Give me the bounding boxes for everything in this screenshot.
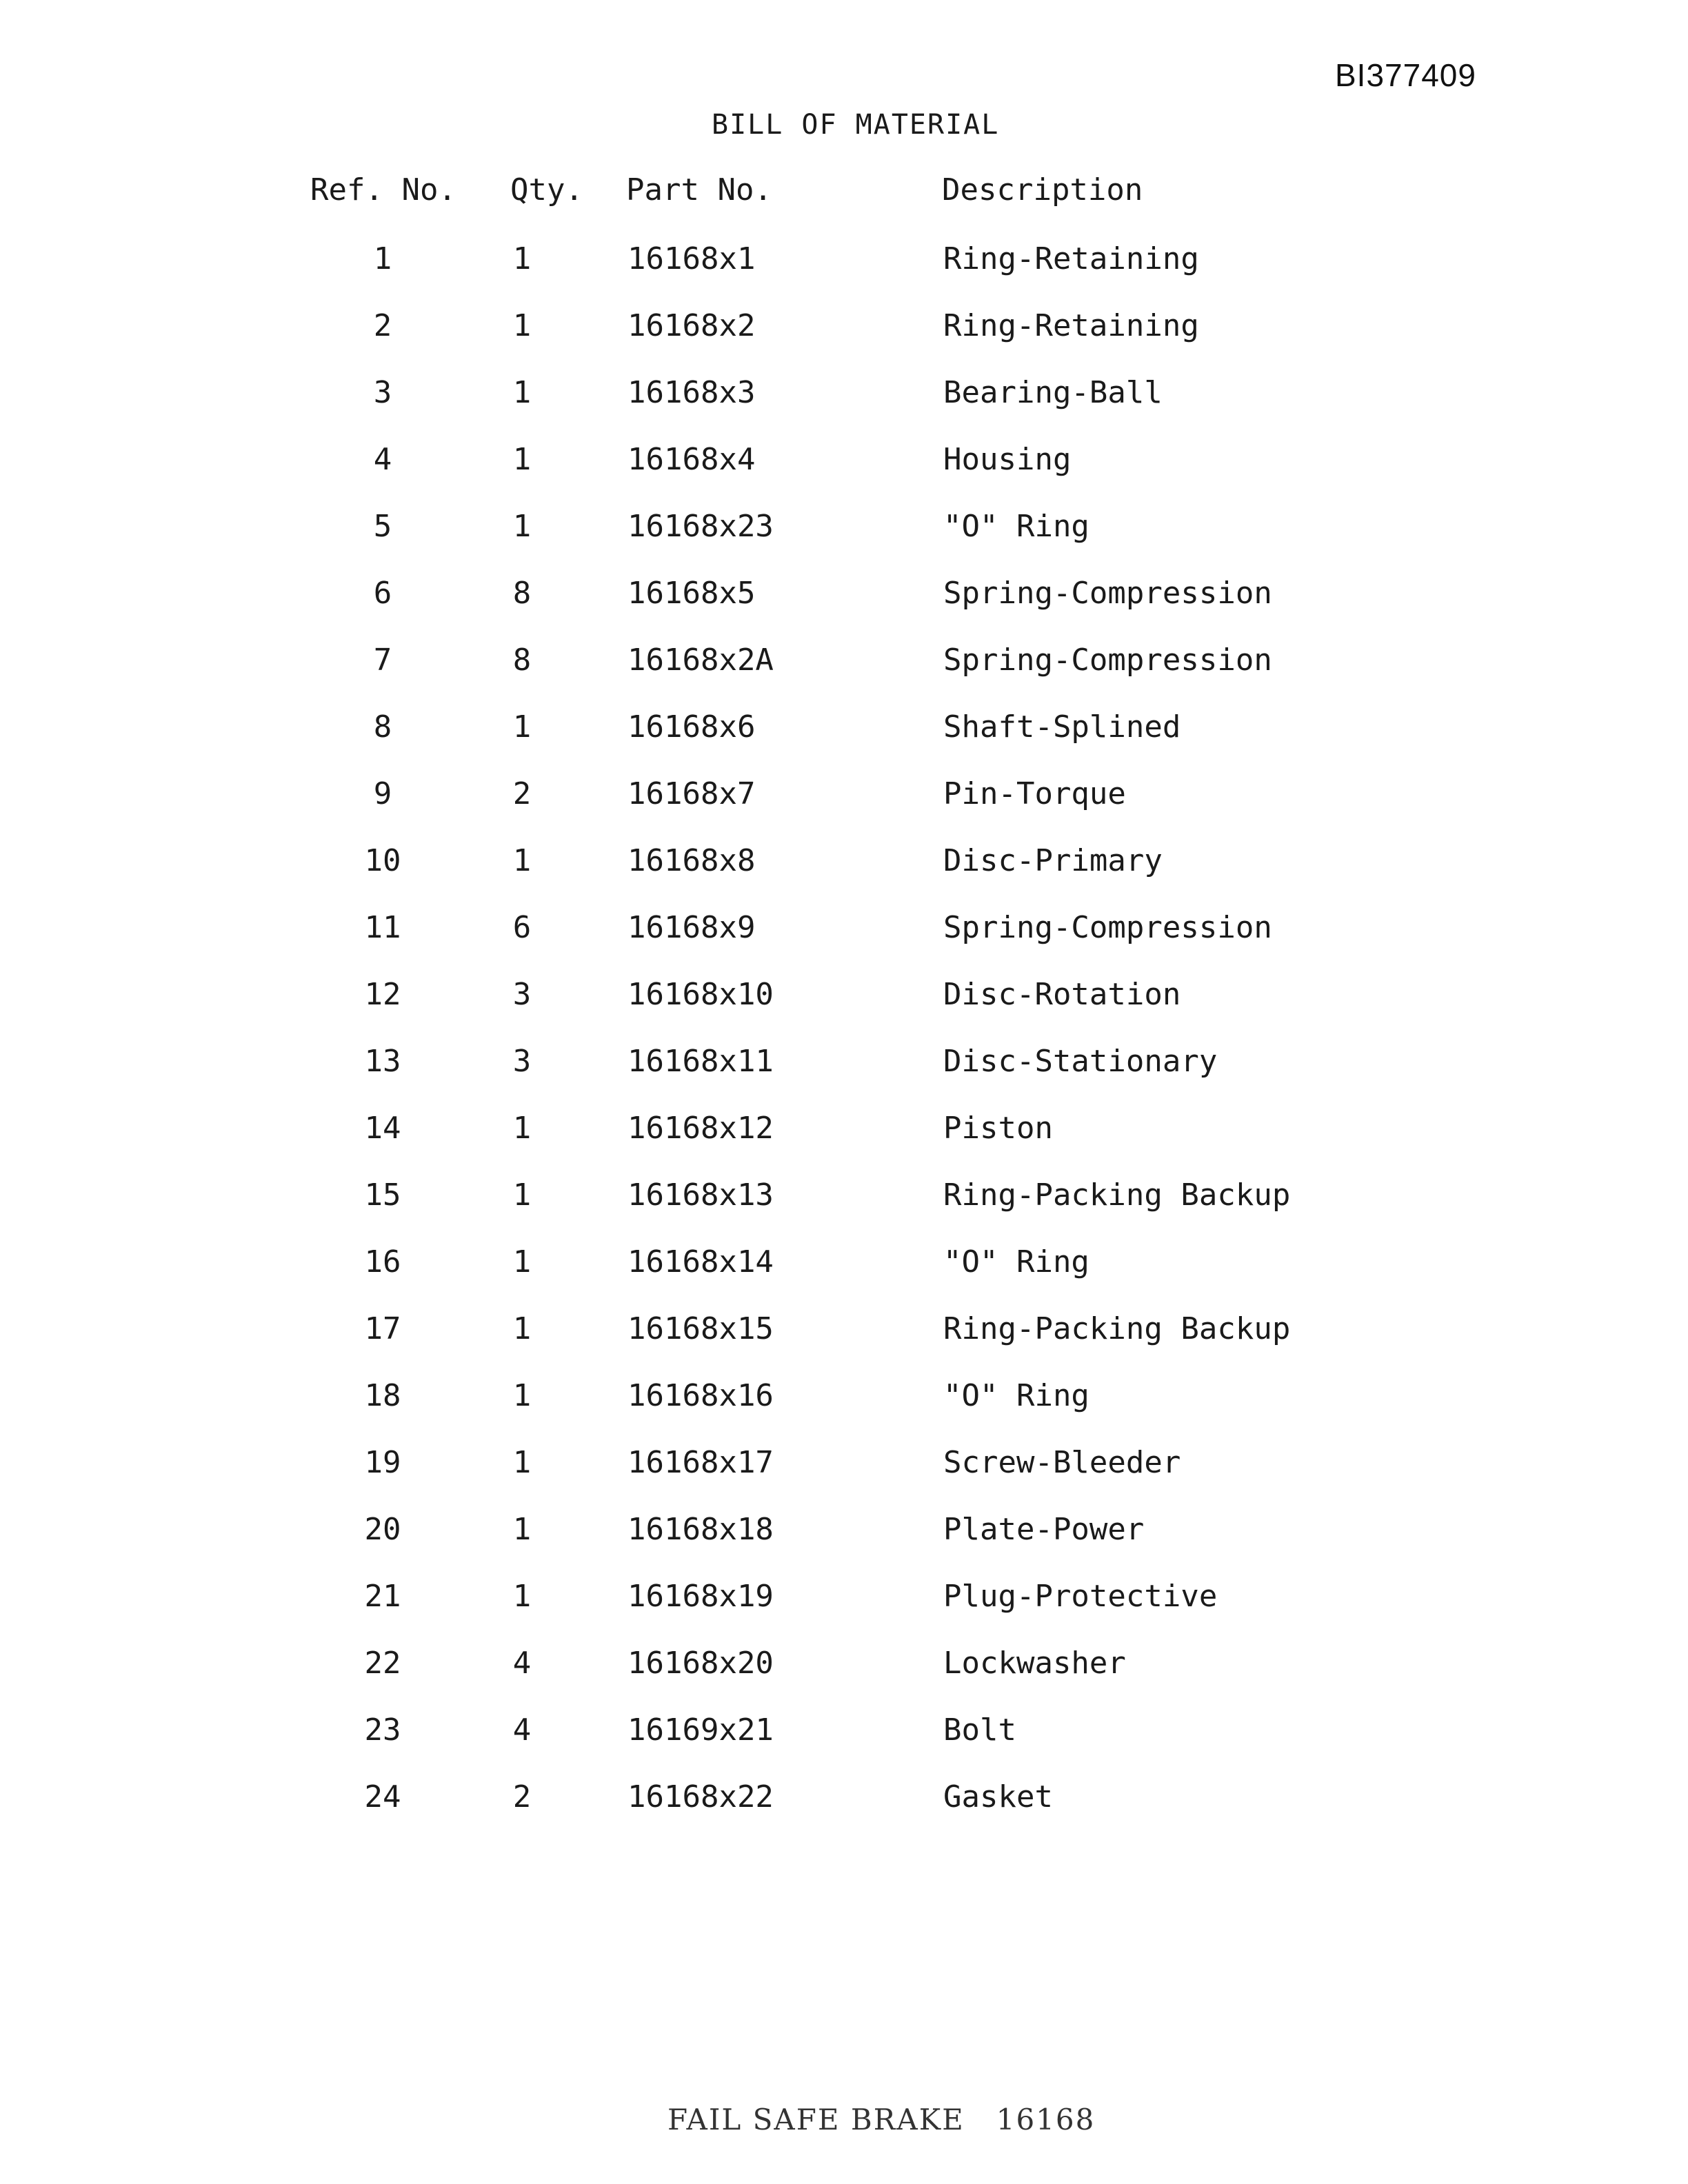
part-no-cell: 16168x12	[627, 1111, 774, 1146]
table-row	[0, 1445, 1688, 1512]
table-row	[0, 1311, 1688, 1378]
part-no-cell: 16168x8	[627, 843, 756, 878]
ref-no-cell: 7	[373, 643, 392, 678]
part-no-cell: 16168x11	[627, 1044, 774, 1079]
qty-cell: 4	[512, 1646, 532, 1681]
footer-product-name: FAIL SAFE BRAKE	[667, 2103, 965, 2136]
ref-no-cell: 13	[364, 1044, 401, 1079]
qty-cell: 3	[512, 1044, 532, 1079]
description-cell: Spring-Compression	[943, 910, 1272, 945]
description-cell: Lockwasher	[943, 1646, 1126, 1681]
bill-of-material-table	[0, 172, 1688, 1846]
table-row	[0, 1378, 1688, 1445]
description-cell: Disc-Rotation	[943, 977, 1181, 1012]
table-row	[0, 1044, 1688, 1111]
description-cell: Ring-Packing Backup	[943, 1311, 1291, 1346]
table-row	[0, 1712, 1688, 1779]
part-no-cell: 16168x2A	[627, 643, 774, 678]
table-body	[0, 241, 1688, 1846]
part-no-cell: 16168x5	[627, 576, 756, 611]
part-no-cell: 16169x21	[627, 1712, 774, 1748]
qty-cell: 1	[512, 1311, 532, 1346]
description-cell: "O" Ring	[943, 1244, 1089, 1280]
document-title: BILL OF MATERIAL	[712, 109, 1000, 141]
description-cell: Spring-Compression	[943, 576, 1272, 611]
description-cell: Plate-Power	[943, 1512, 1145, 1547]
table-row	[0, 1111, 1688, 1177]
qty-cell: 4	[512, 1712, 532, 1748]
ref-no-cell: 2	[373, 308, 392, 343]
part-no-cell: 16168x15	[627, 1311, 774, 1346]
qty-cell: 1	[512, 843, 532, 878]
description-cell: Ring-Retaining	[943, 308, 1199, 343]
part-no-cell: 16168x3	[627, 375, 756, 410]
ref-no-cell: 12	[364, 977, 401, 1012]
description-cell: Gasket	[943, 1779, 1053, 1814]
qty-cell: 1	[512, 308, 532, 343]
description-cell: "O" Ring	[943, 509, 1089, 544]
qty-cell: 1	[512, 509, 532, 544]
header-qty: Qty.	[510, 172, 583, 208]
footer-product-code: 16168	[996, 2103, 1096, 2136]
header-part-no: Part No.	[626, 172, 772, 208]
qty-cell: 6	[512, 910, 532, 945]
part-no-cell: 16168x10	[627, 977, 774, 1012]
qty-cell: 1	[512, 1111, 532, 1146]
table-row	[0, 1512, 1688, 1579]
ref-no-cell: 22	[364, 1646, 401, 1681]
table-row	[0, 1646, 1688, 1712]
ref-no-cell: 16	[364, 1244, 401, 1280]
qty-cell: 8	[512, 643, 532, 678]
part-no-cell: 16168x13	[627, 1177, 774, 1213]
ref-no-cell: 18	[364, 1378, 401, 1413]
description-cell: Spring-Compression	[943, 643, 1272, 678]
qty-cell: 1	[512, 1244, 532, 1280]
description-cell: Bearing-Ball	[943, 375, 1163, 410]
table-row	[0, 1579, 1688, 1646]
part-no-cell: 16168x9	[627, 910, 756, 945]
ref-no-cell: 23	[364, 1712, 401, 1748]
qty-cell: 1	[512, 709, 532, 745]
qty-cell: 1	[512, 241, 532, 276]
part-no-cell: 16168x2	[627, 308, 756, 343]
description-cell: Bolt	[943, 1712, 1016, 1748]
part-no-cell: 16168x7	[627, 776, 756, 811]
description-cell: Piston	[943, 1111, 1053, 1146]
description-cell: "O" Ring	[943, 1378, 1089, 1413]
part-no-cell: 16168x17	[627, 1445, 774, 1480]
table-row	[0, 375, 1688, 442]
qty-cell: 2	[512, 776, 532, 811]
description-cell: Disc-Primary	[943, 843, 1163, 878]
part-no-cell: 16168x16	[627, 1378, 774, 1413]
description-cell: Plug-Protective	[943, 1579, 1218, 1614]
table-row	[0, 1177, 1688, 1244]
qty-cell: 1	[512, 1512, 532, 1547]
ref-no-cell: 11	[364, 910, 401, 945]
part-no-cell: 16168x1	[627, 241, 756, 276]
qty-cell: 1	[512, 1177, 532, 1213]
part-no-cell: 16168x18	[627, 1512, 774, 1547]
qty-cell: 1	[512, 1445, 532, 1480]
table-row	[0, 776, 1688, 843]
description-cell: Ring-Retaining	[943, 241, 1199, 276]
ref-no-cell: 21	[364, 1579, 401, 1614]
ref-no-cell: 10	[364, 843, 401, 878]
qty-cell: 3	[512, 977, 532, 1012]
table-row	[0, 576, 1688, 643]
part-no-cell: 16168x4	[627, 442, 756, 477]
qty-cell: 2	[512, 1779, 532, 1814]
header-ref-no: Ref. No.	[310, 172, 456, 208]
ref-no-cell: 3	[373, 375, 392, 410]
qty-cell: 8	[512, 576, 532, 611]
table-row	[0, 709, 1688, 776]
table-row	[0, 241, 1688, 308]
qty-cell: 1	[512, 442, 532, 477]
header-description: Description	[942, 172, 1143, 208]
part-no-cell: 16168x20	[627, 1646, 774, 1681]
document-footer	[667, 2103, 1095, 2136]
description-cell: Screw-Bleeder	[943, 1445, 1181, 1480]
part-no-cell: 16168x6	[627, 709, 756, 745]
description-cell: Ring-Packing Backup	[943, 1177, 1291, 1213]
ref-no-cell: 1	[373, 241, 392, 276]
qty-cell: 1	[512, 1579, 532, 1614]
table-row	[0, 977, 1688, 1044]
part-no-cell: 16168x23	[627, 509, 774, 544]
description-cell: Housing	[943, 442, 1072, 477]
table-row	[0, 1244, 1688, 1311]
qty-cell: 1	[512, 1378, 532, 1413]
description-cell: Shaft-Splined	[943, 709, 1181, 745]
qty-cell: 1	[512, 375, 532, 410]
ref-no-cell: 24	[364, 1779, 401, 1814]
ref-no-cell: 14	[364, 1111, 401, 1146]
part-no-cell: 16168x19	[627, 1579, 774, 1614]
ref-no-cell: 19	[364, 1445, 401, 1480]
table-row	[0, 843, 1688, 910]
part-no-cell: 16168x22	[627, 1779, 774, 1814]
table-row	[0, 643, 1688, 709]
description-cell: Disc-Stationary	[943, 1044, 1218, 1079]
ref-no-cell: 9	[373, 776, 392, 811]
table-header-row	[0, 172, 1688, 241]
table-row	[0, 910, 1688, 977]
ref-no-cell: 17	[364, 1311, 401, 1346]
description-cell: Pin-Torque	[943, 776, 1126, 811]
ref-no-cell: 5	[373, 509, 392, 544]
table-row	[0, 509, 1688, 576]
ref-no-cell: 20	[364, 1512, 401, 1547]
table-row	[0, 308, 1688, 375]
ref-no-cell: 15	[364, 1177, 401, 1213]
ref-no-cell: 4	[373, 442, 392, 477]
ref-no-cell: 8	[373, 709, 392, 745]
document-id: BI377409	[1335, 57, 1476, 93]
part-no-cell: 16168x14	[627, 1244, 774, 1280]
table-row	[0, 1779, 1688, 1846]
table-row	[0, 442, 1688, 509]
ref-no-cell: 6	[373, 576, 392, 611]
